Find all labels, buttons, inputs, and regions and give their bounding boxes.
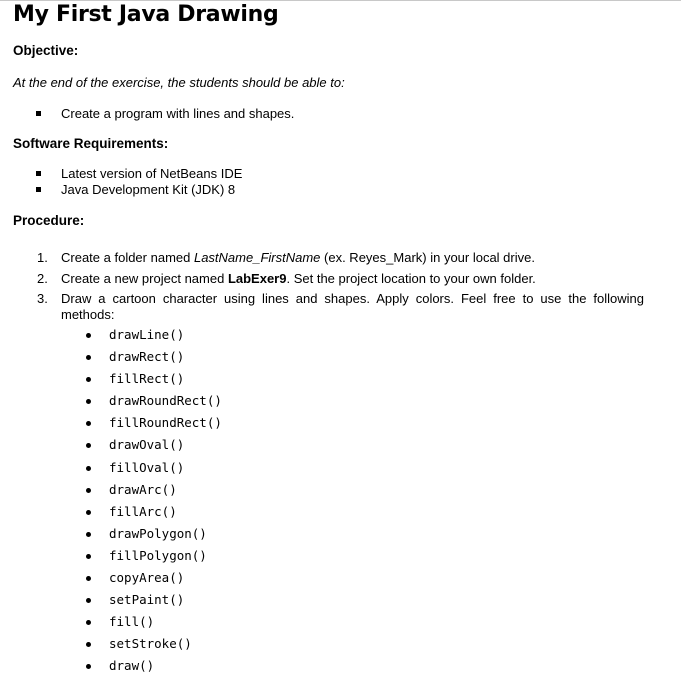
method-name: fillArc(): [109, 503, 177, 519]
procedure-heading: Procedure:: [13, 213, 85, 228]
method-name: fillRoundRect(): [109, 415, 222, 431]
method-name: copyArea(): [109, 570, 185, 586]
round-bullet-icon: [86, 488, 91, 493]
method-name: setPaint(): [109, 592, 185, 608]
round-bullet-icon: [86, 333, 91, 338]
round-bullet-icon: [86, 598, 91, 603]
square-bullet-icon: [36, 171, 41, 176]
method-name: drawLine(): [109, 327, 185, 342]
round-bullet-icon: [86, 510, 91, 515]
round-bullet-icon: [86, 576, 91, 581]
step-text-line2: methods:: [61, 307, 115, 322]
method-name: setStroke(): [109, 636, 192, 652]
square-bullet-icon: [36, 111, 41, 116]
objective-item-text: Create a program with lines and shapes.: [61, 106, 295, 121]
objective-intro: At the end of the exercise, the students should be able to:: [13, 75, 345, 90]
method-name: fill(): [109, 614, 155, 630]
method-name: fillRect(): [109, 371, 185, 387]
method-name: draw(): [109, 658, 155, 674]
step-text: Create a new project named LabExer9. Set the project location to your own folder.: [61, 271, 536, 286]
step-text: Create a folder named LastName_FirstName (ex. Reyes_Mark) in your local drive.: [61, 250, 535, 265]
software-item-text: Java Development Kit (JDK) 8: [61, 182, 236, 197]
round-bullet-icon: [86, 664, 91, 669]
software-item-text: Latest version of NetBeans IDE: [61, 166, 243, 181]
round-bullet-icon: [86, 443, 91, 448]
round-bullet-icon: [86, 554, 91, 559]
round-bullet-icon: [86, 532, 91, 537]
method-name: fillOval(): [109, 459, 185, 475]
step-text-line1: Draw a cartoon character using lines and shapes. Apply colors. Feel free to use the following: [61, 291, 644, 306]
software-heading: Software Requirements:: [13, 136, 169, 151]
square-bullet-icon: [36, 187, 41, 192]
method-name: drawRoundRect(): [109, 393, 222, 409]
objective-heading: Objective:: [13, 43, 79, 58]
round-bullet-icon: [86, 620, 91, 625]
step-number: 3.: [37, 291, 48, 306]
round-bullet-icon: [86, 355, 91, 360]
round-bullet-icon: [86, 421, 91, 426]
step-number: 1.: [37, 250, 48, 265]
method-name: drawPolygon(): [109, 525, 207, 541]
method-name: drawRect(): [109, 349, 185, 365]
method-name: drawArc(): [109, 481, 177, 497]
method-name: drawOval(): [109, 437, 185, 453]
round-bullet-icon: [86, 377, 91, 382]
document-title: My First Java Drawing: [13, 2, 279, 27]
round-bullet-icon: [86, 642, 91, 647]
round-bullet-icon: [86, 399, 91, 404]
method-name: fillPolygon(): [109, 547, 207, 563]
round-bullet-icon: [86, 466, 91, 471]
step-number: 2.: [37, 271, 48, 286]
